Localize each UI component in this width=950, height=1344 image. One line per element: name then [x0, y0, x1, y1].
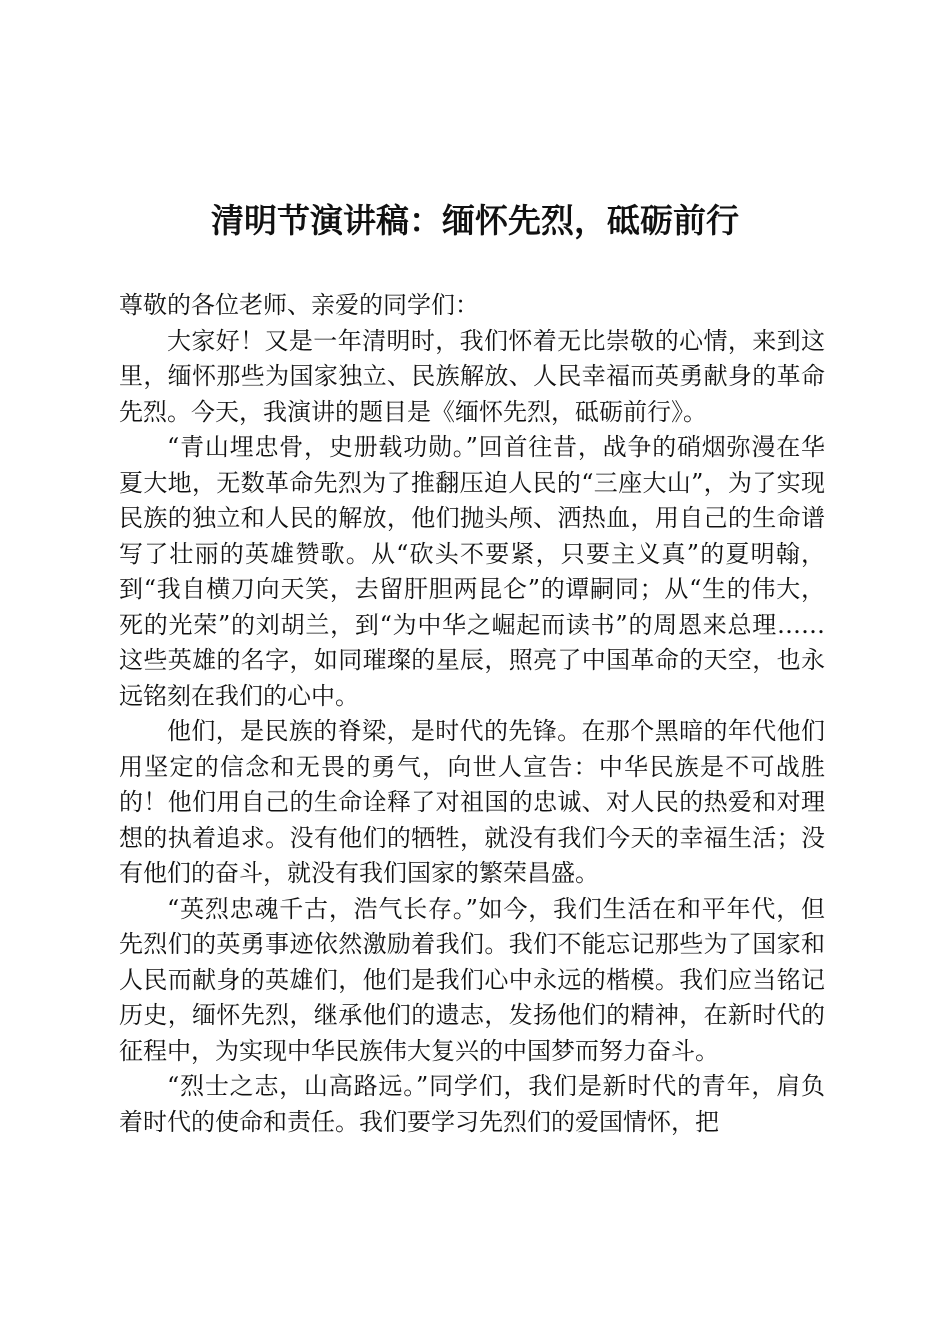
paragraph: 他们，是民族的脊梁，是时代的先锋。在那个黑暗的年代他们用坚定的信念和无畏的勇气，向世人宣告：中华民族是不可战胜的！他们用自己的生命诠释了对祖国的忠诚、对人民的热爱和对理想的执着追求。没有他们的牺牲，就没有我们今天的幸福生活；没有他们的奋斗，就没有我们国家的繁荣昌盛。: [119, 717, 825, 887]
paragraph: “青山埋忠骨，史册载功勋。”回首往昔，战争的硝烟弥漫在华夏大地，无数革命先烈为了推翻压迫人民的“三座大山”，为了实现民族的独立和人民的解放，他们抛头颅、洒热血，用自己的生命谱写了壮丽的英雄赞歌。从“砍头不要紧，只要主义真”的夏明翰，到“我自横刀向天笑，去留肝胆两昆仑”的谭嗣同；从“生的伟大，死的光荣”的刘胡兰，到“为中华之崛起而读书”的周恩来总理……这些英雄的名字，如同璀璨的星辰，照亮了中国革命的天空，也永远铭刻在我们的心中。: [119, 433, 825, 710]
salutation: 尊敬的各位老师、亲爱的同学们：: [119, 291, 479, 319]
document-body: [119, 288, 825, 1140]
paragraph: “烈士之志，山高路远。”同学们，我们是新时代的青年，肩负着时代的使命和责任。我们要学习先烈们的爱国情怀，把: [119, 1072, 825, 1136]
paragraph: “英烈忠魂千古，浩气长存。”如今，我们生活在和平年代，但先烈们的英勇事迹依然激励着我们。我们不能忘记那些为了国家和人民而献身的英雄们，他们是我们心中永远的楷模。我们应当铭记历史，缅怀先烈，继承他们的遗志，发扬他们的精神，在新时代的征程中，为实现中华民族伟大复兴的中国梦而努力奋斗。: [119, 894, 825, 1065]
paragraph: 大家好！又是一年清明时，我们怀着无比崇敬的心情，来到这里，缅怀那些为国家独立、民族解放、人民幸福而英勇献身的革命先烈。今天，我演讲的题目是《缅怀先烈，砥砺前行》。: [119, 326, 825, 426]
document-title: 清明节演讲稿：缅怀先烈，砥砺前行: [211, 201, 739, 240]
